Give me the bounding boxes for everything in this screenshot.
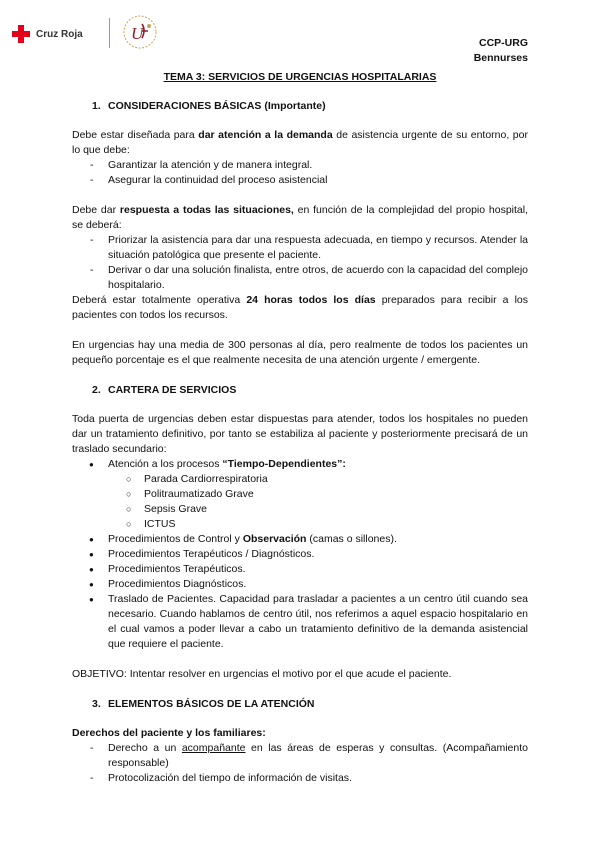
list-item: ● Traslado de Pacientes. Capacidad para trasladar a pacientes a un centro útil cuando sea necesario. Cuando hablamos de centro útil, nos referimos a aquel espacio hospitalario en el cual vamos a poder llevar a cabo un tratamiento definitivo de la demanda asistencial que requiere el paciente. (72, 592, 528, 652)
cruz-roja-logo (12, 20, 83, 48)
text-bold: Observación (242, 533, 307, 545)
dash-list (72, 741, 528, 786)
sub-list-item: ○ ICTUS (108, 517, 528, 532)
paragraph (72, 203, 528, 233)
cruz-roja-text: Cruz Roja (36, 28, 83, 40)
objective-paragraph: OBJETIVO: Intentar resolver en urgencias el motivo por el que acude el paciente. (72, 668, 452, 680)
paragraph (72, 128, 528, 158)
paragraph: En urgencias hay una media de 300 personas al día, pero realmente de todos los pacientes un pequeño porcentaje es el que realmente necesita de una atención urgente / emergente. (72, 339, 528, 366)
section-title: ELEMENTOS BÁSICOS DE LA ATENCIÓN (108, 698, 315, 710)
dash-list (72, 233, 528, 293)
section-title: CARTERA DE SERVICIOS (108, 384, 237, 396)
ref-author: Bennurses (473, 52, 528, 64)
list-item: - Asegurar la continuidad del proceso asistencial (72, 173, 528, 188)
red-cross-icon (12, 25, 30, 43)
text-run: en función de la complejidad del propio hospital, se deberá: (72, 204, 528, 231)
document-reference (474, 36, 528, 66)
list-item (72, 457, 528, 532)
document-body (72, 70, 528, 786)
page-title: TEMA 3: SERVICIOS DE URGENCIAS HOSPITALARIAS (163, 71, 437, 83)
list-item: ● Procedimientos Terapéuticos / Diagnósticos. (72, 547, 528, 562)
text-bold: respuesta a todas las situaciones, (119, 204, 294, 216)
text-run: Atención a los procesos (108, 458, 223, 470)
sub-list (108, 472, 528, 532)
list-item: - Derivar o dar una solución finalista, entre otros, de acuerdo con la capacidad del complejo hospitalario. (72, 263, 528, 293)
list-item: - Garantizar la atención y de manera integral. (72, 158, 528, 173)
section-heading-1 (92, 99, 528, 114)
text-run: preparados para recibir a los pacientes con todos los recursos. (72, 294, 528, 321)
text-run: Deberá estar totalmente operativa (72, 294, 247, 306)
paragraph: Toda puerta de urgencias deben estar dispuestas para atender, todos los hospitales no pueden dar un tratamiento definitivo, por tanto se estabiliza al paciente y posteriormente precisará de un traslado secundario: (72, 413, 528, 455)
sub-list-item: ○ Sepsis Grave (108, 502, 528, 517)
section-heading-2 (92, 383, 528, 398)
text-run: Procedimientos de Control y (108, 533, 243, 545)
text-run: en las áreas de esperas y consultas. (Acompañamiento responsable) (108, 742, 528, 769)
subsection-title: Derechos del paciente y los familiares: (72, 727, 266, 739)
dash-list (72, 158, 528, 188)
list-item (72, 741, 528, 771)
text-run: (camas o sillones). (306, 533, 397, 545)
svg-text:U: U (131, 24, 144, 43)
university-seal-icon (122, 14, 158, 50)
text-bold: dar atención a la demanda (198, 129, 333, 141)
section-number: 1. (92, 100, 101, 112)
list-item: - Priorizar la asistencia para dar una respuesta adecuada, en tiempo y recursos. Atender la situación patológica que presente el paciente. (72, 233, 528, 263)
section-title: CONSIDERACIONES BÁSICAS (Importante) (108, 100, 326, 112)
list-item: ● Procedimientos Terapéuticos. (72, 562, 528, 577)
list-item (72, 532, 528, 547)
text-run: Debe dar (72, 204, 120, 216)
section-number: 2. (92, 384, 101, 396)
page-header (12, 14, 588, 64)
text-run: de asistencia urgente de su entorno, por lo que debe: (72, 129, 528, 156)
bullet-list (72, 457, 528, 652)
paragraph (72, 293, 528, 323)
list-item: - Protocolización del tiempo de información de visitas. (72, 771, 528, 786)
text-bold: “Tiempo-Dependientes”: (222, 458, 346, 470)
text-bold: 24 horas todos los días (246, 294, 376, 306)
section-heading-3 (92, 697, 528, 712)
section-number: 3. (92, 698, 101, 710)
text-run: Derecho a un (108, 742, 182, 754)
text-underlined: acompañante (181, 742, 246, 754)
sub-list-item: ○ Parada Cardiorrespiratoria (108, 472, 528, 487)
ref-course: CCP-URG (479, 37, 528, 49)
logo-divider (109, 18, 110, 48)
list-item: ● Procedimientos Diagnósticos. (72, 577, 528, 592)
sub-list-item: ○ Politraumatizado Grave (108, 487, 528, 502)
text-run: Debe estar diseñada para (72, 129, 199, 141)
